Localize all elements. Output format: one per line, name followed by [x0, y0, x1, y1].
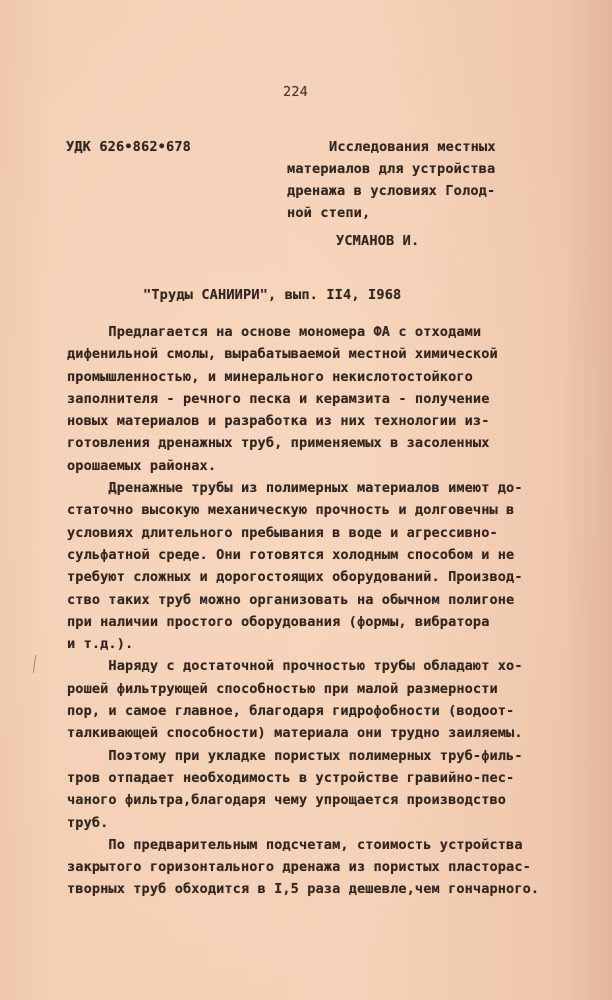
body-line: Поэтому при укладке пористых полимерных труб-филь-: [67, 747, 523, 764]
body-line: статочно высокую механическую прочность и долговечны в: [67, 502, 515, 519]
page-number: 224: [283, 84, 309, 100]
body-line: орошаемых районах.: [67, 457, 217, 474]
body-line: новых материалов и разработка из них технологии из-: [67, 413, 490, 430]
body-line: условиях длительного пребывания в воде и агрессивно-: [67, 524, 498, 541]
body-line: сульфатной среде. Они готовятся холодным способом и не: [67, 546, 515, 563]
body-line: ство таких труб можно организовать на обычном полигоне: [67, 591, 515, 608]
body-line: труб.: [67, 814, 109, 831]
title-line: Исследования местных: [329, 139, 496, 155]
body-line: Предлагается на основе мономера ФА с отходами: [67, 324, 482, 340]
body-line: требуют сложных и дорогостоящих оборудований. Производ-: [67, 569, 523, 586]
body-line: творных труб обходится в I,5 раза дешевле,чем гончарного.: [67, 881, 540, 898]
body-line: пор, и самое главное, благодаря гидрофобности (водоот-: [67, 703, 515, 720]
title-line: ной степи,: [287, 205, 371, 221]
margin-pencil-mark: [33, 655, 36, 673]
body-line: промышленностью, и минерального некислотостойкого: [67, 368, 473, 385]
author: УСМАНОВ И.: [336, 233, 420, 249]
body-line: Наряду с достаточной прочностью трубы обладают хо-: [67, 658, 523, 675]
body-line: готовления дренажных труб, применяемых в засоленных: [67, 435, 490, 452]
body-line: тров отпадает необходимость в устройстве гравийно-пес-: [67, 769, 515, 786]
source-citation: "Труды САНИИРИ", вып. II4, I968: [143, 287, 402, 303]
body-line: По предварительным подсчетам, стоимость устройства: [67, 836, 523, 853]
body-line: закрытого горизонтального дренажа из пористых пласторас-: [67, 859, 531, 876]
body-line: при наличии простого оборудования (формы, вибратора: [67, 613, 490, 630]
body-line: заполнителя - речного песка и керамзита - получение: [67, 390, 490, 407]
body-line: Дренажные трубы из полимерных материалов имеют до-: [67, 480, 523, 497]
udk-code: УДК 626•862•678: [66, 139, 192, 155]
body-line: и т.д.).: [67, 636, 134, 653]
body-line: чаного фильтра,благодаря чему упрощается производство: [67, 792, 507, 809]
body-line: талкивающей способности) материала они трудно заиляемы.: [67, 725, 523, 742]
abstract-body: [67, 321, 587, 901]
body-line: рошей фильтрующей способностью при малой размерности: [67, 680, 498, 697]
title-line: дренажа в условиях Голод-: [287, 183, 496, 199]
body-line: дифенильной смолы, вырабатываемой местной химической: [67, 346, 498, 363]
title-line: материалов для устройства: [287, 161, 496, 177]
